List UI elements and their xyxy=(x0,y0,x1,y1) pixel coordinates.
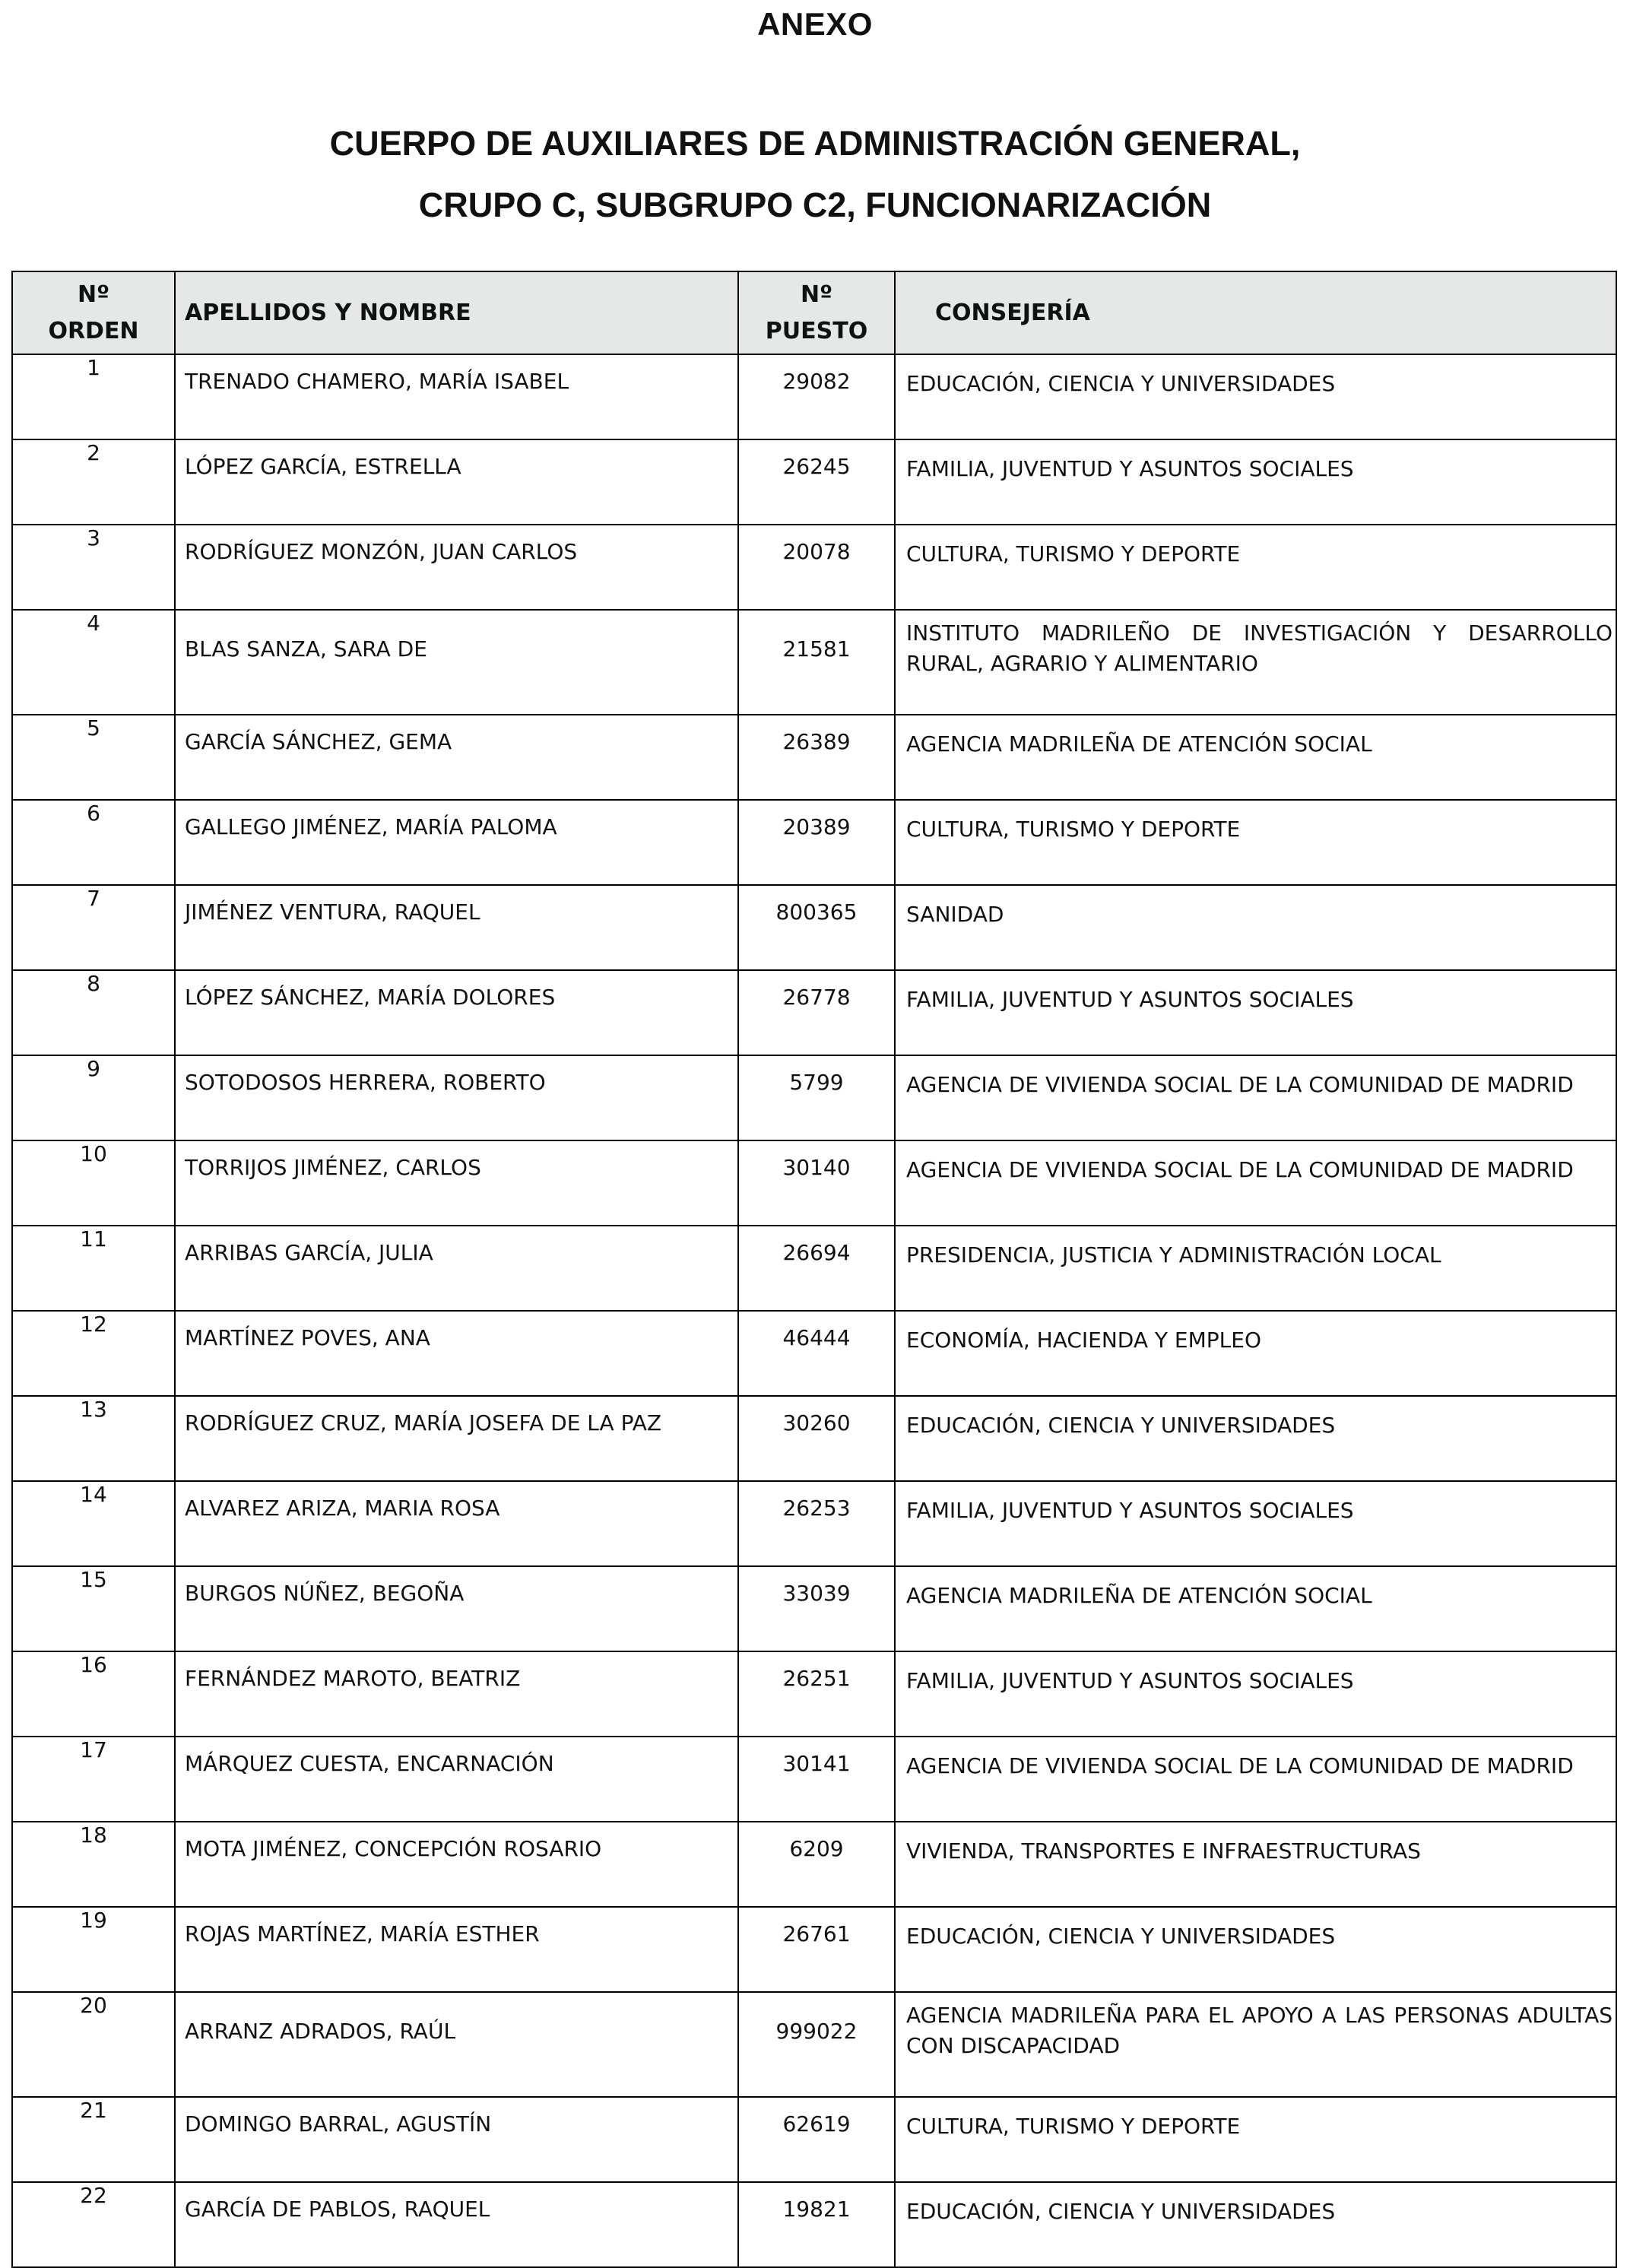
table-row xyxy=(12,1226,1616,1311)
cell-consejeria: EDUCACIÓN, CIENCIA Y UNIVERSIDADES xyxy=(895,2182,1616,2267)
cell-orden: 13 xyxy=(12,1396,175,1481)
table-row xyxy=(12,1907,1616,1992)
cell-consejeria: VIVIENDA, TRANSPORTES E INFRAESTRUCTURAS xyxy=(895,1822,1616,1907)
table-row xyxy=(12,1396,1616,1481)
cell-puesto: 26389 xyxy=(738,715,895,800)
cell-nombre: FERNÁNDEZ MAROTO, BEATRIZ xyxy=(175,1651,738,1737)
table-row xyxy=(12,970,1616,1055)
header-nombre: APELLIDOS Y NOMBRE xyxy=(175,271,738,354)
cell-puesto: 26245 xyxy=(738,439,895,525)
header-orden-line2: ORDEN xyxy=(48,317,139,344)
cell-nombre: BURGOS NÚÑEZ, BEGOÑA xyxy=(175,1566,738,1651)
header-orden-line1: Nº xyxy=(77,281,110,308)
cell-orden: 15 xyxy=(12,1566,175,1651)
cell-puesto: 62619 xyxy=(738,2097,895,2182)
table-row xyxy=(12,1651,1616,1737)
table-header-row xyxy=(12,271,1616,354)
cell-nombre: DOMINGO BARRAL, AGUSTÍN xyxy=(175,2097,738,2182)
cell-nombre: LÓPEZ GARCÍA, ESTRELLA xyxy=(175,439,738,525)
cell-nombre: ARRANZ ADRADOS, RAÚL xyxy=(175,1992,738,2097)
cell-nombre: MARTÍNEZ POVES, ANA xyxy=(175,1311,738,1396)
cell-orden: 20 xyxy=(12,1992,175,2097)
cell-puesto: 21581 xyxy=(738,610,895,715)
cell-orden: 10 xyxy=(12,1140,175,1226)
table-row xyxy=(12,1822,1616,1907)
cell-consejeria: PRESIDENCIA, JUSTICIA Y ADMINISTRACIÓN LOCAL xyxy=(895,1226,1616,1311)
cell-puesto: 30140 xyxy=(738,1140,895,1226)
table-row xyxy=(12,885,1616,970)
cell-nombre: GALLEGO JIMÉNEZ, MARÍA PALOMA xyxy=(175,800,738,885)
header-puesto-line1: Nº xyxy=(800,281,833,308)
cell-consejeria: CULTURA, TURISMO Y DEPORTE xyxy=(895,2097,1616,2182)
cell-nombre: ARRIBAS GARCÍA, JULIA xyxy=(175,1226,738,1311)
table-row xyxy=(12,1737,1616,1822)
cell-orden: 12 xyxy=(12,1311,175,1396)
cell-nombre: RODRÍGUEZ CRUZ, MARÍA JOSEFA DE LA PAZ xyxy=(175,1396,738,1481)
cell-consejeria: SANIDAD xyxy=(895,885,1616,970)
cell-nombre: MOTA JIMÉNEZ, CONCEPCIÓN ROSARIO xyxy=(175,1822,738,1907)
cell-nombre: ROJAS MARTÍNEZ, MARÍA ESTHER xyxy=(175,1907,738,1992)
table-row xyxy=(12,1481,1616,1566)
cell-puesto: 6209 xyxy=(738,1822,895,1907)
cell-consejeria: AGENCIA MADRILEÑA DE ATENCIÓN SOCIAL xyxy=(895,715,1616,800)
table-row xyxy=(12,354,1616,439)
cell-puesto: 26251 xyxy=(738,1651,895,1737)
cell-consejeria: AGENCIA DE VIVIENDA SOCIAL DE LA COMUNIDAD DE MADRID xyxy=(895,1737,1616,1822)
cell-consejeria: CULTURA, TURISMO Y DEPORTE xyxy=(895,525,1616,610)
table-row xyxy=(12,2182,1616,2267)
cell-orden: 2 xyxy=(12,439,175,525)
cell-consejeria: ECONOMÍA, HACIENDA Y EMPLEO xyxy=(895,1311,1616,1396)
cell-orden: 4 xyxy=(12,610,175,715)
cell-puesto: 26761 xyxy=(738,1907,895,1992)
cell-nombre: JIMÉNEZ VENTURA, RAQUEL xyxy=(175,885,738,970)
cell-consejeria: CULTURA, TURISMO Y DEPORTE xyxy=(895,800,1616,885)
document-heading-line2: CRUPO C, SUBGRUPO C2, FUNCIONARIZACIÓN xyxy=(418,186,1212,224)
cell-consejeria: AGENCIA DE VIVIENDA SOCIAL DE LA COMUNIDAD DE MADRID xyxy=(895,1055,1616,1140)
cell-puesto: 30141 xyxy=(738,1737,895,1822)
cell-orden: 9 xyxy=(12,1055,175,1140)
cell-consejeria: EDUCACIÓN, CIENCIA Y UNIVERSIDADES xyxy=(895,354,1616,439)
cell-orden: 11 xyxy=(12,1226,175,1311)
cell-consejeria: AGENCIA MADRILEÑA DE ATENCIÓN SOCIAL xyxy=(895,1566,1616,1651)
table-row xyxy=(12,2097,1616,2182)
table-row xyxy=(12,800,1616,885)
cell-nombre: RODRÍGUEZ MONZÓN, JUAN CARLOS xyxy=(175,525,738,610)
document-heading-line1: CUERPO DE AUXILIARES DE ADMINISTRACIÓN GENERAL, xyxy=(329,124,1301,163)
header-orden xyxy=(12,271,175,354)
cell-consejeria: INSTITUTO MADRILEÑO DE INVESTIGACIÓN Y DESARROLLO RURAL, AGRARIO Y ALIMENTARIO xyxy=(895,610,1616,715)
cell-puesto: 19821 xyxy=(738,2182,895,2267)
cell-nombre: LÓPEZ SÁNCHEZ, MARÍA DOLORES xyxy=(175,970,738,1055)
table-row xyxy=(12,1055,1616,1140)
cell-orden: 3 xyxy=(12,525,175,610)
cell-puesto: 26253 xyxy=(738,1481,895,1566)
cell-puesto: 800365 xyxy=(738,885,895,970)
cell-puesto: 26694 xyxy=(738,1226,895,1311)
cell-orden: 16 xyxy=(12,1651,175,1737)
table-row xyxy=(12,439,1616,525)
cell-consejeria: FAMILIA, JUVENTUD Y ASUNTOS SOCIALES xyxy=(895,1651,1616,1737)
header-consejeria: CONSEJERÍA xyxy=(895,271,1616,354)
cell-nombre: TORRIJOS JIMÉNEZ, CARLOS xyxy=(175,1140,738,1226)
cell-orden: 19 xyxy=(12,1907,175,1992)
cell-nombre: TRENADO CHAMERO, MARÍA ISABEL xyxy=(175,354,738,439)
cell-puesto: 20389 xyxy=(738,800,895,885)
cell-nombre: MÁRQUEZ CUESTA, ENCARNACIÓN xyxy=(175,1737,738,1822)
cell-puesto: 5799 xyxy=(738,1055,895,1140)
cell-nombre: SOTODOSOS HERRERA, ROBERTO xyxy=(175,1055,738,1140)
table-row xyxy=(12,1566,1616,1651)
table-row xyxy=(12,1992,1616,2097)
cell-orden: 6 xyxy=(12,800,175,885)
cell-orden: 8 xyxy=(12,970,175,1055)
cell-nombre: GARCÍA DE PABLOS, RAQUEL xyxy=(175,2182,738,2267)
cell-orden: 1 xyxy=(12,354,175,439)
cell-nombre: ALVAREZ ARIZA, MARIA ROSA xyxy=(175,1481,738,1566)
cell-consejeria: FAMILIA, JUVENTUD Y ASUNTOS SOCIALES xyxy=(895,439,1616,525)
table-row xyxy=(12,525,1616,610)
cell-puesto: 999022 xyxy=(738,1992,895,2097)
table-row xyxy=(12,1140,1616,1226)
cell-consejeria: AGENCIA MADRILEÑA PARA EL APOYO A LAS PERSONAS ADULTAS CON DISCAPACIDAD xyxy=(895,1992,1616,2097)
cell-consejeria: FAMILIA, JUVENTUD Y ASUNTOS SOCIALES xyxy=(895,1481,1616,1566)
table-row xyxy=(12,610,1616,715)
cell-orden: 22 xyxy=(12,2182,175,2267)
cell-orden: 5 xyxy=(12,715,175,800)
cell-consejeria: AGENCIA DE VIVIENDA SOCIAL DE LA COMUNIDAD DE MADRID xyxy=(895,1140,1616,1226)
cell-orden: 21 xyxy=(12,2097,175,2182)
cell-consejeria: FAMILIA, JUVENTUD Y ASUNTOS SOCIALES xyxy=(895,970,1616,1055)
annex-title: ANEXO xyxy=(757,6,873,42)
table-row xyxy=(12,1311,1616,1396)
table-row xyxy=(12,715,1616,800)
cell-orden: 14 xyxy=(12,1481,175,1566)
cell-puesto: 29082 xyxy=(738,354,895,439)
header-puesto xyxy=(738,271,895,354)
cell-consejeria: EDUCACIÓN, CIENCIA Y UNIVERSIDADES xyxy=(895,1396,1616,1481)
cell-consejeria: EDUCACIÓN, CIENCIA Y UNIVERSIDADES xyxy=(895,1907,1616,1992)
header-puesto-line2: PUESTO xyxy=(765,317,868,344)
cell-nombre: GARCÍA SÁNCHEZ, GEMA xyxy=(175,715,738,800)
cell-orden: 17 xyxy=(12,1737,175,1822)
cell-puesto: 20078 xyxy=(738,525,895,610)
personnel-table xyxy=(11,271,1617,2268)
cell-puesto: 46444 xyxy=(738,1311,895,1396)
cell-orden: 18 xyxy=(12,1822,175,1907)
cell-orden: 7 xyxy=(12,885,175,970)
cell-puesto: 30260 xyxy=(738,1396,895,1481)
cell-puesto: 33039 xyxy=(738,1566,895,1651)
cell-puesto: 26778 xyxy=(738,970,895,1055)
cell-nombre: BLAS SANZA, SARA DE xyxy=(175,610,738,715)
